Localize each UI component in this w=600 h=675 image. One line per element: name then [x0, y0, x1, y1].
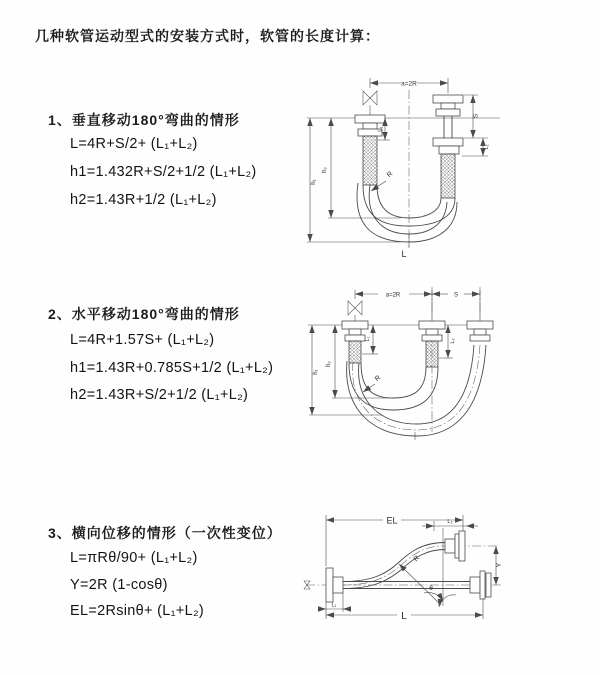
- braided-hose-end: [441, 154, 455, 198]
- dim-el: [326, 515, 463, 566]
- valve-icon: [348, 301, 362, 321]
- valve-icon: [363, 91, 377, 115]
- dim-label-r: R: [385, 170, 395, 180]
- section2-formula-L: L=4R+1.57S+ (L₁+L₂): [70, 332, 215, 348]
- hose-curves: [347, 345, 486, 436]
- dim-label-l1: L₁: [331, 602, 337, 609]
- dim-label-h1: h₁: [313, 369, 319, 375]
- dim-label-h1: h₁: [311, 179, 317, 185]
- section2-formula-h2: h2=1.43R+S/2+1/2 (L₁+L₂): [70, 387, 249, 403]
- section2-heading: 2、水平移动180°弯曲的情形: [48, 306, 240, 322]
- radius-callout: [363, 375, 382, 392]
- braided-hose-end: [426, 341, 438, 367]
- dim-label-l: L: [401, 249, 407, 259]
- raised-flange-fitting: [445, 531, 465, 561]
- section3-formula-Y: Y=2R (1-cosθ): [70, 577, 168, 593]
- dim-y: [496, 546, 503, 585]
- dim-label-l: L: [401, 611, 407, 622]
- diagram-lateral-displacement: [298, 498, 600, 656]
- section3-heading: 3、横向位移的情形（一次性变位）: [48, 525, 282, 541]
- section3-formula-EL: EL=2Rsinθ+ (L₁+L₂): [70, 603, 205, 619]
- diagram-horizontal-180-bend: [305, 282, 595, 467]
- dim-label-l1: L₁: [378, 126, 384, 132]
- dim-l-total: [401, 234, 409, 259]
- dim-label-y: Y: [496, 562, 503, 568]
- diagram-vertical-180-bend: [305, 70, 595, 262]
- dim-a2r: [355, 290, 480, 319]
- dim-l2: [422, 519, 478, 531]
- dim-l2: [439, 325, 456, 358]
- dim-s: [432, 293, 480, 299]
- dim-label-el: EL: [386, 515, 398, 526]
- dim-l1: [318, 593, 351, 612]
- left-flange-fitting: [326, 568, 343, 602]
- dim-label-a: a=2R: [401, 80, 417, 88]
- section1-heading: 1、垂直移动180°弯曲的情形: [48, 112, 240, 128]
- dim-label-r: R: [373, 374, 383, 384]
- dim-label-l1: L₁: [365, 336, 371, 342]
- right-flange-fitting-lower: [433, 138, 463, 198]
- section2-formula-h1: h1=1.43R+0.785S+1/2 (L₁+L₂): [70, 360, 274, 376]
- right-flange-fitting-moved: [467, 321, 493, 341]
- section1-formula-h2: h2=1.43R+1/2 (L₁+L₂): [70, 192, 217, 208]
- dim-label-a: a=2R: [385, 292, 401, 299]
- right-flange-fitting-upper: [433, 95, 463, 138]
- dim-label-h2: h₂: [326, 361, 332, 367]
- dim-label-h2: h₂: [322, 167, 328, 173]
- dim-l-total: [326, 599, 483, 622]
- dim-l2: [483, 138, 490, 156]
- dim-label-r: R: [412, 554, 422, 564]
- page-title: 几种软管运动型式的安装方式时，软管的长度计算：: [35, 28, 380, 44]
- section1-formula-h1: h1=1.432R+S/2+1/2 (L₁+L₂): [70, 164, 257, 180]
- right-flange-fitting: [470, 571, 491, 599]
- dim-label-l2: L₂: [484, 144, 490, 150]
- left-flange-fitting: [355, 115, 385, 185]
- dim-label-l2: L₂: [447, 519, 453, 525]
- braided-hose-end: [349, 341, 361, 363]
- dim-label-l2: L₂: [450, 338, 456, 344]
- dim-label-s: S: [472, 113, 480, 119]
- section3-formula-L: L=πRθ/90+ (L₁+L₂): [70, 550, 198, 566]
- dim-label-theta: θ: [429, 585, 433, 592]
- braided-hose-end: [363, 136, 377, 185]
- middle-flange-fitting: [419, 321, 445, 367]
- dim-label-s: S: [453, 292, 459, 299]
- section1-formula-L: L=4R+S/2+ (L₁+L₂): [70, 136, 198, 152]
